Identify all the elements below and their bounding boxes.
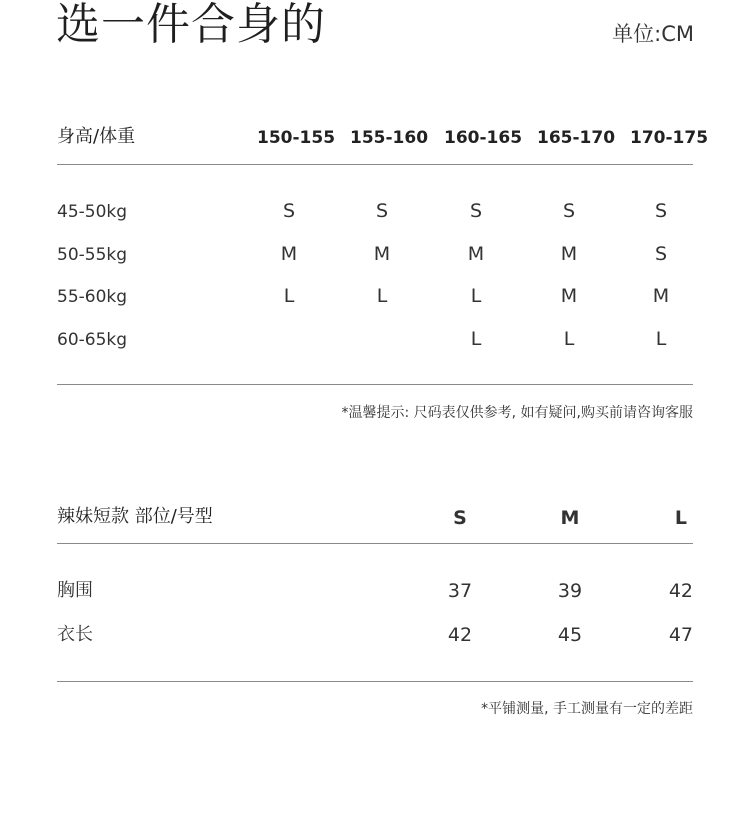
measure-cell: 42 (668, 580, 693, 602)
size-cell: L (376, 285, 388, 307)
size-cell: S (654, 243, 668, 265)
part-label: 胸围 (57, 580, 93, 601)
size-header: L (674, 507, 687, 529)
size-header: M (560, 507, 580, 529)
size-cell: M (560, 285, 578, 307)
weight-label: 50-55kg (57, 245, 128, 265)
part-label: 衣长 (57, 624, 93, 645)
height-range-header: 165-170 (537, 128, 616, 148)
page-title: 选一件合身的 (56, 0, 326, 50)
weight-label: 60-65kg (57, 330, 128, 350)
measure-cell: 42 (447, 624, 473, 646)
size-cell: L (563, 328, 575, 350)
size-header: S (453, 507, 467, 529)
weight-label: 45-50kg (57, 202, 128, 222)
size-cell: L (655, 328, 667, 350)
size-cell: M (280, 243, 298, 265)
size-chart-note: *温馨提示: 尺码表仅供参考, 如有疑问,购买前请咨询客服 (341, 405, 693, 421)
size-cell: M (652, 285, 670, 307)
measure-chart-corner-label: 辣妹短款 部位/号型 (57, 506, 213, 527)
measure-cell: 47 (668, 624, 693, 646)
size-cell: M (373, 243, 391, 265)
size-cell: S (375, 200, 389, 222)
size-cell: S (562, 200, 576, 222)
table-bottom-divider (57, 681, 693, 682)
weight-label: 55-60kg (57, 287, 128, 307)
header-divider (57, 164, 693, 165)
size-cell: M (467, 243, 485, 265)
height-range-header: 170-175 (630, 128, 709, 148)
measure-cell: 45 (557, 624, 583, 646)
measure-cell: 37 (447, 580, 473, 602)
height-range-header: 150-155 (257, 128, 336, 148)
size-chart-corner-label: 身高/体重 (57, 126, 136, 147)
size-cell: L (283, 285, 295, 307)
height-range-header: 160-165 (444, 128, 523, 148)
size-cell: L (470, 285, 482, 307)
size-cell: S (469, 200, 483, 222)
size-cell: L (470, 328, 482, 350)
header-divider (57, 543, 693, 544)
unit-label: 单位:CM (612, 22, 694, 46)
size-cell: S (282, 200, 296, 222)
height-range-header: 155-160 (350, 128, 429, 148)
size-cell: S (654, 200, 668, 222)
measure-cell: 39 (557, 580, 583, 602)
table-bottom-divider (57, 384, 693, 385)
size-cell: M (560, 243, 578, 265)
measure-chart-note: *平铺测量, 手工测量有一定的差距 (481, 701, 693, 717)
